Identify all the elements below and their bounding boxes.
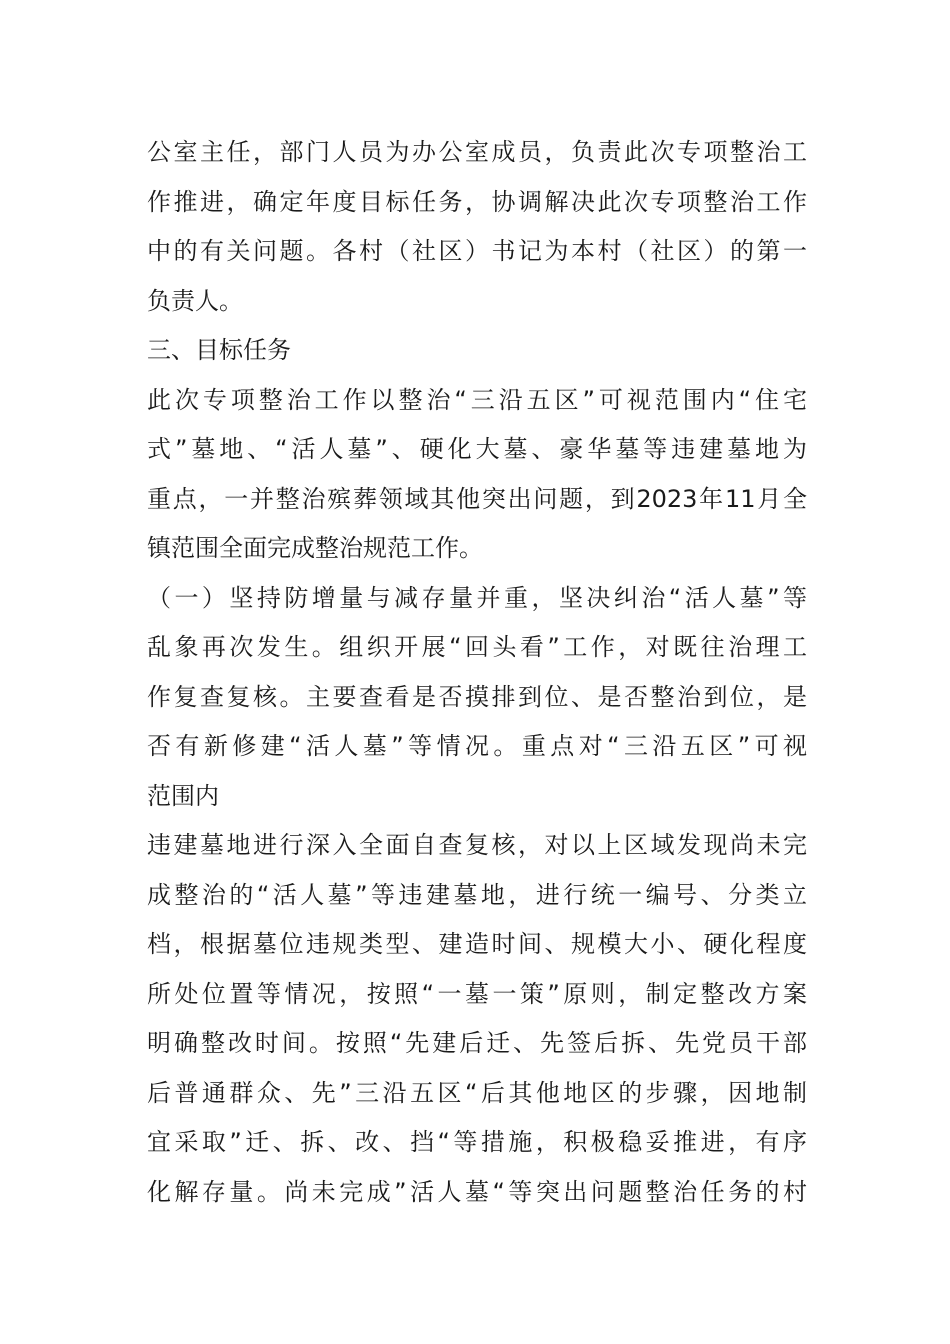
text-line: 作推进，确定年度目标任务，协调解决此次专项整治工作 <box>147 187 807 216</box>
text-line: 镇范围全面完成整治规范工作。 <box>147 534 483 562</box>
text-line: 公室主任，部门人员为办公室成员，负责此次专项整治工 <box>147 138 807 166</box>
text-line: 重点，一并整治殡葬领域其他突出问题，到2023年11月全 <box>147 484 807 513</box>
text-line: 违建墓地进行深入全面自查复核，对以上区域发现尚未完 <box>147 831 807 859</box>
text-line: 后普通群众、先”三沿五区“后其他地区的步骤，因地制 <box>147 1078 807 1107</box>
text-line: 档，根据墓位违规类型、建造时间、规模大小、硬化程度 <box>147 930 807 958</box>
text-line: 化解存量。尚未完成”活人墓“等突出问题整治任务的村 <box>147 1177 807 1206</box>
text-line: 宜采取”迁、拆、改、挡“等措施，积极稳妥推进，有序 <box>147 1128 807 1156</box>
text-line: 成整治的“活人墓”等违建墓地，进行统一编号、分类立 <box>147 880 807 909</box>
text-line: 式”墓地、“活人墓”、硬化大墓、豪华墓等违建墓地为 <box>147 435 807 463</box>
text-line: 中的有关问题。各村（社区）书记为本村（社区）的第一 <box>147 237 807 265</box>
text-line: 负责人。 <box>147 286 243 315</box>
text-line: 乱象再次发生。组织开展“回头看”工作，对既往治理工 <box>147 633 807 661</box>
text-line: 三、目标任务 <box>147 336 291 364</box>
text-line: 范围内 <box>147 781 219 810</box>
text-line: （一）坚持防增量与减存量并重，坚决纠治“活人墓”等 <box>147 583 807 612</box>
text-line: 所处位置等情况，按照“一墓一策”原则，制定整改方案 <box>147 979 807 1008</box>
text-line: 此次专项整治工作以整治“三沿五区”可视范围内“住宅 <box>147 385 807 414</box>
text-line: 作复查复核。主要查看是否摸排到位、是否整治到位，是 <box>147 682 807 711</box>
text-line: 否有新修建“活人墓”等情况。重点对“三沿五区”可视 <box>147 732 807 760</box>
text-line: 明确整改时间。按照“先建后迁、先签后拆、先党员干部 <box>147 1029 807 1057</box>
document-body <box>147 128 807 1217</box>
